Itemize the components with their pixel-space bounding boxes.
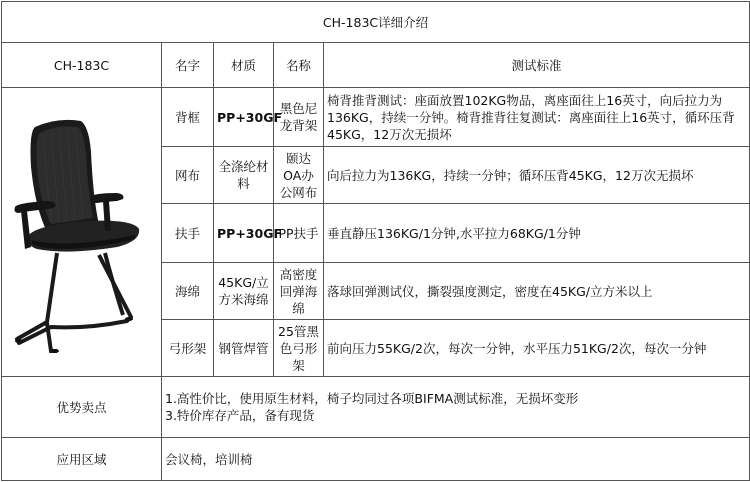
application-label: 应用区域	[2, 438, 162, 481]
row-label: 高密度回弹海绵	[274, 263, 324, 320]
row-standard: 前向压力55KG/2次，每次一分钟，水平压力51KG/2次，每次一分钟	[324, 320, 750, 377]
header-label: 名称	[274, 43, 324, 88]
row-material: PP+30GF	[214, 204, 274, 263]
header-name: 名字	[162, 43, 214, 88]
application-value: 会议椅，培训椅	[162, 438, 750, 481]
header-standard: 测试标准	[324, 43, 750, 88]
advantage-line: 3.特价库存产品，备有现货	[165, 408, 315, 423]
row-label: 25管黑色弓形架	[274, 320, 324, 377]
application-row	[2, 438, 750, 481]
header-model: CH-183C	[2, 43, 162, 88]
header-material: 材质	[214, 43, 274, 88]
advantages-row	[2, 377, 750, 438]
header-row	[2, 43, 750, 88]
advantages-content	[162, 377, 750, 438]
row-material: PP+30GF	[214, 88, 274, 147]
spec-sheet	[1, 1, 749, 480]
row-standard: 垂直静压136KG/1分钟,水平拉力68KG/1分钟	[324, 204, 750, 263]
advantages-label: 优势卖点	[2, 377, 162, 438]
row-material: 45KG/立方米海绵	[214, 263, 274, 320]
row-standard: 椅背推背测试：座面放置102KG物品，离座面往上16英寸，向后拉力为136KG，持续一分钟。椅背推背往复测试：离座面往上16英寸，循环压背45KG，12万次无损坏	[324, 88, 750, 147]
row-material: 钢管焊管	[214, 320, 274, 377]
row-standard: 落球回弹测试仪，撕裂强度测定，密度在45KG/立方米以上	[324, 263, 750, 320]
row-name: 海绵	[162, 263, 214, 320]
spec-table	[1, 1, 750, 481]
row-name: 扶手	[162, 204, 214, 263]
page-title: CH-183C详细介绍	[2, 2, 750, 43]
row-label: 黑色尼龙背架	[274, 88, 324, 147]
advantage-line: 1.高性价比，使用原生材料，椅子均同过各项BIFMA测试标准，无损坏变形	[165, 391, 579, 406]
row-standard: 向后拉力为136KG，持续一分钟；循环压背45KG，12万次无损坏	[324, 147, 750, 204]
row-material: 全涤纶材料	[214, 147, 274, 204]
row-label: PP扶手	[274, 204, 324, 263]
product-photo	[2, 88, 162, 377]
office-chair-image	[7, 107, 157, 357]
row-name: 背框	[162, 88, 214, 147]
table-row	[2, 88, 750, 147]
row-label: 颐达OA办公网布	[274, 147, 324, 204]
row-name: 弓形架	[162, 320, 214, 377]
row-name: 网布	[162, 147, 214, 204]
